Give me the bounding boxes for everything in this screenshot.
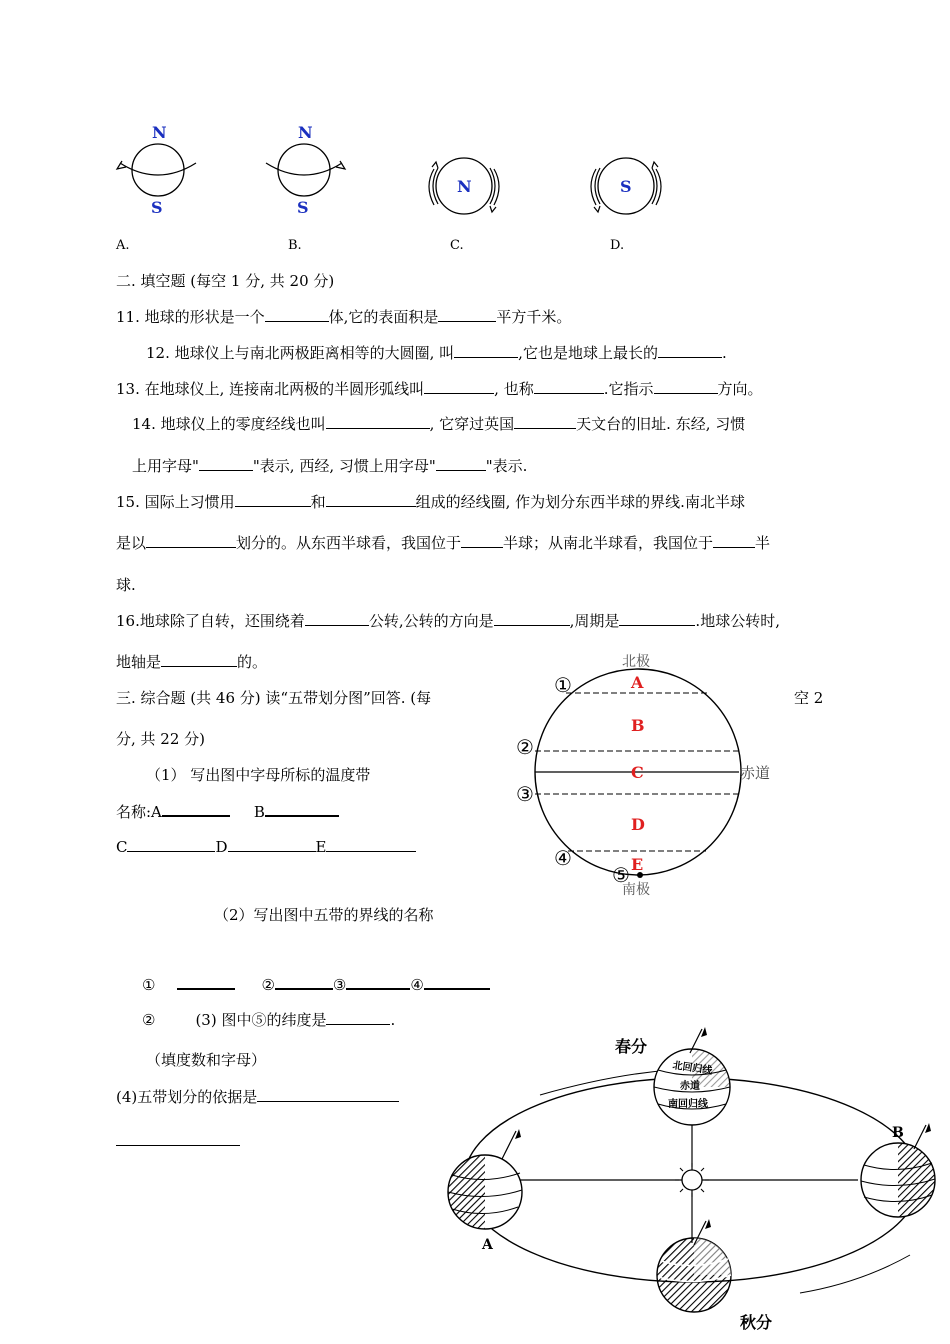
autumn-label: 秋分 bbox=[740, 1313, 773, 1332]
north-pole-label: 北极 bbox=[622, 654, 650, 670]
s3-q4-blank-cont[interactable] bbox=[116, 1145, 240, 1146]
tropic-north-label: 北回归线 bbox=[671, 1060, 713, 1077]
question-15-end: 球. bbox=[116, 576, 136, 594]
question-11: 11. 地球的形状是一个 体,它的表面积是 平方千米。 bbox=[116, 308, 572, 326]
option-b-label: B. bbox=[288, 238, 302, 253]
s3-q4: (4)五带划分的依据是 bbox=[116, 1087, 399, 1107]
option-d-label: D. bbox=[610, 238, 625, 253]
blank[interactable] bbox=[127, 837, 215, 852]
question-14: 14. 地球仪上的零度经线也叫 , 它穿过英国 天文台的旧址. 东经, 习惯 bbox=[132, 415, 746, 433]
option-a-globe bbox=[117, 123, 196, 217]
line-marker-3: ③ bbox=[516, 782, 534, 806]
blank[interactable] bbox=[346, 974, 410, 990]
line-marker-1: ① bbox=[554, 673, 572, 697]
blank[interactable] bbox=[146, 533, 236, 548]
option-c-globe bbox=[429, 158, 499, 214]
blank[interactable] bbox=[438, 307, 496, 322]
option-b-bottom: S bbox=[297, 198, 309, 217]
zone-e: E bbox=[631, 855, 644, 874]
question-16: 16.地球除了自转，还围绕着 公转,公转的方向是 ,周期是 .地球公转时, bbox=[116, 612, 780, 630]
s3-q3: ② (3) 图中⑤的纬度是 . bbox=[142, 1011, 396, 1029]
blank[interactable] bbox=[514, 414, 576, 429]
blank[interactable] bbox=[228, 837, 316, 852]
globe-a-label: A bbox=[482, 1237, 493, 1253]
blank[interactable] bbox=[326, 492, 416, 507]
line-marker-5: ⑤ bbox=[612, 863, 630, 887]
blank[interactable] bbox=[177, 974, 235, 990]
question-15-cont: 是以 划分的。从东西半球看，我国位于 半球；从南北半球看，我国位于 半 bbox=[116, 534, 771, 552]
blank[interactable] bbox=[326, 414, 430, 429]
blank[interactable] bbox=[461, 533, 503, 548]
blank[interactable] bbox=[257, 1087, 399, 1102]
blank[interactable] bbox=[235, 492, 311, 507]
blank[interactable] bbox=[305, 611, 369, 626]
globe-a bbox=[448, 1129, 522, 1229]
option-a-label: A. bbox=[116, 238, 130, 253]
s3-q2-lines: ① ② ③ ④ bbox=[142, 974, 490, 995]
blank[interactable] bbox=[424, 379, 494, 394]
s3-q1-names: 名称:A B bbox=[116, 801, 339, 822]
blank[interactable] bbox=[658, 343, 722, 358]
equator-globe-label: 赤道 bbox=[680, 1081, 700, 1092]
s3-q1-cde: C D E bbox=[116, 837, 416, 857]
section3-heading-right: 空 2 bbox=[794, 689, 824, 707]
zone-a: A bbox=[631, 673, 644, 692]
option-a-top: N bbox=[152, 123, 167, 142]
zone-c: C bbox=[631, 763, 644, 782]
line-marker-4: ④ bbox=[554, 846, 572, 870]
equator-label: 赤道 bbox=[740, 764, 771, 782]
south-pole-label: 南极 bbox=[622, 882, 650, 898]
orbit-diagram bbox=[440, 1025, 945, 1340]
five-zones-diagram bbox=[500, 650, 800, 905]
line-marker-2: ② bbox=[516, 735, 534, 759]
tropic-south-label: 南回归线 bbox=[668, 1099, 708, 1110]
section2-heading: 二. 填空题 (每空 1 分, 共 20 分) bbox=[116, 272, 335, 290]
blank[interactable] bbox=[326, 1010, 390, 1025]
option-c-center: N bbox=[457, 177, 472, 196]
blank[interactable] bbox=[199, 456, 253, 471]
blank[interactable] bbox=[275, 974, 333, 990]
s3-q3-note: （填度数和字母） bbox=[146, 1051, 267, 1069]
option-c-label: C. bbox=[450, 238, 464, 253]
zone-b: B bbox=[631, 716, 645, 735]
question-16-cont: 地轴是 的。 bbox=[116, 653, 268, 671]
s3-q2: （2）写出图中五带的界线的名称 bbox=[214, 906, 434, 924]
spring-equinox-globe bbox=[654, 1027, 730, 1125]
zone-d: D bbox=[631, 815, 645, 834]
section3-heading: 三. 综合题 (共 46 分) 读“五带划分图”回答. (每 bbox=[116, 689, 432, 707]
option-d-center: S bbox=[620, 177, 632, 196]
blank[interactable] bbox=[713, 533, 755, 548]
blank[interactable] bbox=[326, 837, 416, 852]
autumn-equinox-globe bbox=[657, 1219, 731, 1312]
question-13: 13. 在地球仪上, 连接南北两极的半圆形弧线叫 , 也称 .它指示 方向。 bbox=[116, 380, 763, 398]
option-d-globe bbox=[591, 158, 661, 214]
section3-heading-cont: 分, 共 22 分) bbox=[116, 730, 206, 748]
blank[interactable] bbox=[162, 801, 230, 817]
blank[interactable] bbox=[436, 456, 486, 471]
option-b-globe bbox=[266, 123, 345, 217]
blank[interactable] bbox=[619, 611, 695, 626]
option-a-bottom: S bbox=[151, 198, 163, 217]
blank[interactable] bbox=[494, 611, 570, 626]
spring-label: 春分 bbox=[615, 1037, 648, 1056]
blank[interactable] bbox=[454, 343, 518, 358]
option-b-top: N bbox=[298, 123, 313, 142]
globe-b-label: B bbox=[892, 1125, 904, 1141]
question-14-cont: 上用字母" "表示, 西经, 习惯上用字母" "表示. bbox=[132, 457, 528, 475]
s3-q1: （1） 写出图中字母所标的温度带 bbox=[146, 766, 371, 784]
blank[interactable] bbox=[424, 974, 490, 990]
blank[interactable] bbox=[654, 379, 718, 394]
blank[interactable] bbox=[534, 379, 604, 394]
question-15: 15. 国际上习惯用 和 组成的经线圈, 作为划分东西半球的界线.南北半球 bbox=[116, 493, 745, 511]
blank[interactable] bbox=[265, 801, 339, 817]
blank[interactable] bbox=[265, 307, 329, 322]
blank[interactable] bbox=[161, 652, 237, 667]
question-12: 12. 地球仪上与南北两极距离相等的大圆圈, 叫 ,它也是地球上最长的 . bbox=[146, 344, 727, 362]
